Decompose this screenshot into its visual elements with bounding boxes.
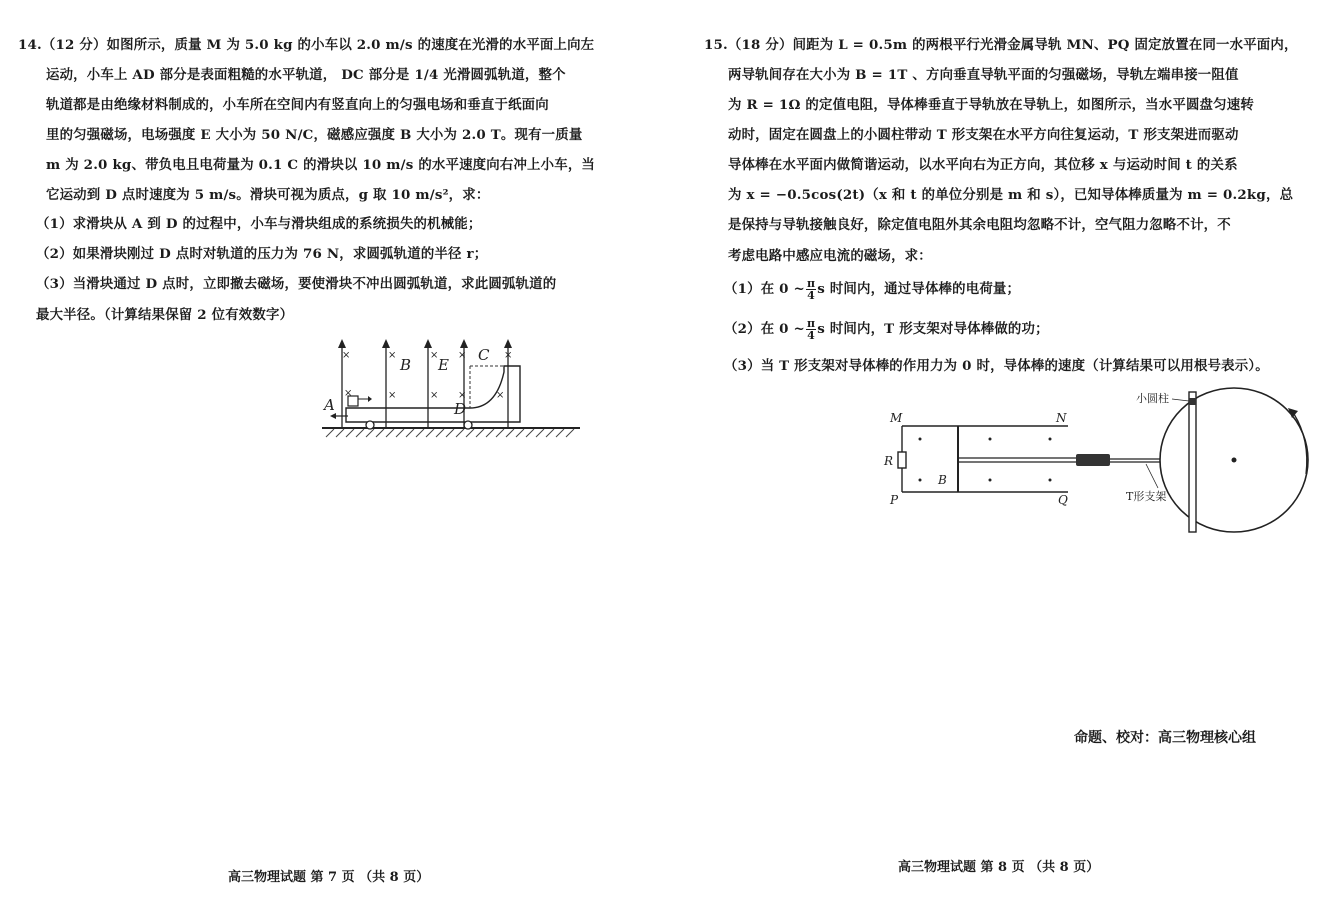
q15-line-3: 为 R = 1Ω 的定值电阻，导体棒垂直于导轨放在导轨上，如图所示，当水平圆盘匀速转 [728, 97, 1254, 113]
q14-sub2: （2）如果滑块刚过 D 点时对轨道的压力为 76 N，求圆弧轨道的半径 r； [36, 246, 488, 262]
frac-num: π [806, 277, 816, 290]
cross: × [496, 390, 505, 401]
frac-den: 4 [807, 289, 816, 302]
q14-line-5: m 为 2.0 kg、带负电且电荷量为 0.1 C 的滑块以 10 m/s 的水平速度向右冲上小车，当 [46, 157, 595, 173]
label-M: M [890, 411, 903, 425]
q15-sub1 [724, 278, 1020, 301]
q14-sub1: （1）求滑块从 A 到 D 的过程中，小车与滑块组成的系统损失的机械能； [36, 216, 482, 232]
q15-sub2 [724, 318, 1049, 341]
frac-num: π [806, 317, 816, 330]
label-C: C [478, 346, 490, 364]
label-R: R [884, 454, 894, 468]
cross: × [458, 390, 467, 401]
resistor [898, 452, 906, 468]
cross: × [430, 390, 439, 401]
pi-over-4-fraction [806, 278, 816, 301]
wheel-right [464, 421, 472, 429]
label-N: N [1056, 411, 1067, 425]
label-P: P [890, 493, 899, 507]
label-B: B [938, 473, 947, 487]
small-cylinder [1189, 398, 1196, 405]
label-small-cylinder: 小圆柱 [1136, 392, 1169, 405]
q15-sub2-post: s 时间内，T 形支架对导体棒做的功； [817, 321, 1049, 337]
cylinder-leader [1172, 399, 1189, 401]
q15-sub3: （3）当 T 形支架对导体棒的作用力为 0 时，导体棒的速度（计算结果可以用根号表示）。 [724, 358, 1269, 374]
frac-den: 4 [807, 329, 816, 342]
wheel-left [366, 421, 374, 429]
q14-sub3-cont: 最大半径。（计算结果保留 2 位有效数字） [36, 307, 294, 323]
q15-line-2: 两导轨间存在大小为 B = 1T 、方向垂直导轨平面的匀强磁场，导轨左端串接一阻值 [728, 67, 1239, 83]
label-Q: Q [1058, 493, 1068, 507]
coupling [1076, 454, 1110, 466]
cross: × [344, 388, 353, 399]
t-frame-leader [1146, 464, 1158, 488]
credit-line: 命题、校对：高三物理核心组 [1074, 730, 1256, 746]
page-8-footer: 高三物理试题 第 8 页 （共 8 页） [898, 860, 1100, 875]
q15-line-5: 导体棒在水平面内做简谐运动，以水平向右为正方向，其位移 x 与运动时间 t 的关系 [728, 157, 1238, 173]
cross: × [458, 350, 467, 361]
q14-line-6: 它运动到 D 点时速度为 5 m/s。滑块可视为质点，g 取 10 m/s²，求： [46, 187, 490, 203]
page-7-footer: 高三物理试题 第 7 页 （共 8 页） [228, 870, 430, 885]
cross: × [504, 350, 513, 361]
q15-line-6: 为 x = −0.5cos(2t)（x 和 t 的单位分别是 m 和 s），已知导体棒质量为 m = 0.2kg，总 [728, 187, 1294, 203]
q14-line-3: 轨道都是由绝缘材料制成的，小车所在空间内有竖直向上的匀强电场和垂直于纸面向 [46, 97, 549, 113]
label-E: E [438, 356, 449, 374]
cross: × [388, 350, 397, 361]
q15-rail-figure [878, 384, 1318, 540]
ground-hatch [326, 429, 574, 437]
q15-sub2-pre: （2）在 0 ~ [724, 321, 805, 337]
q15-line-8: 考虑电路中感应电流的磁场，求： [728, 248, 932, 264]
right-page [662, 0, 1325, 900]
disc-center [1232, 458, 1237, 463]
velocity-arrowhead [368, 396, 372, 402]
pi-over-4-fraction [806, 318, 816, 341]
label-A: A [324, 396, 335, 414]
label-t-frame: T形支架 [1126, 490, 1167, 503]
left-page [0, 0, 660, 900]
q14-line-2: 运动，小车上 AD 部分是表面粗糙的水平轨道， DC 部分是 1/4 光滑圆弧轨道，整个 [46, 67, 566, 83]
q14-line-4: 里的匀强磁场，电场强度 E 大小为 50 N/C，磁感应强度 B 大小为 2.0 T。现有一质量 [46, 127, 583, 143]
q15-sub1-pre: （1）在 0 ~ [724, 281, 805, 297]
q15-sub1-post: s 时间内，通过导体棒的电荷量； [817, 281, 1021, 297]
q14-sub3: （3）当滑块通过 D 点时，立即撤去磁场，要使滑块不冲出圆弧轨道，求此圆弧轨道的 [36, 276, 557, 292]
q14-line-1: 14.（12 分）如图所示，质量 M 为 5.0 kg 的小车以 2.0 m/s 的速度在光滑的水平面上向左 [18, 37, 595, 53]
q15-line-1: 15.（18 分）间距为 L = 0.5m 的两根平行光滑金属导轨 MN、PQ 固定放置在同一水平面内， [704, 37, 1298, 53]
q15-line-7: 是保持与导轨接触良好，除定值电阻外其余电阻均忽略不计，空气阻力忽略不计，不 [728, 217, 1231, 233]
t-frame-vertical [1189, 392, 1196, 532]
cross: × [388, 390, 397, 401]
cross: × [430, 350, 439, 361]
q14-cart-figure [318, 336, 588, 442]
label-B: B [400, 356, 412, 374]
label-D: D [454, 400, 467, 418]
q15-line-4: 动时，固定在圆盘上的小圆柱带动 T 形支架在水平方向往复运动，T 形支架进而驱动 [728, 127, 1239, 143]
cross: × [342, 350, 351, 361]
